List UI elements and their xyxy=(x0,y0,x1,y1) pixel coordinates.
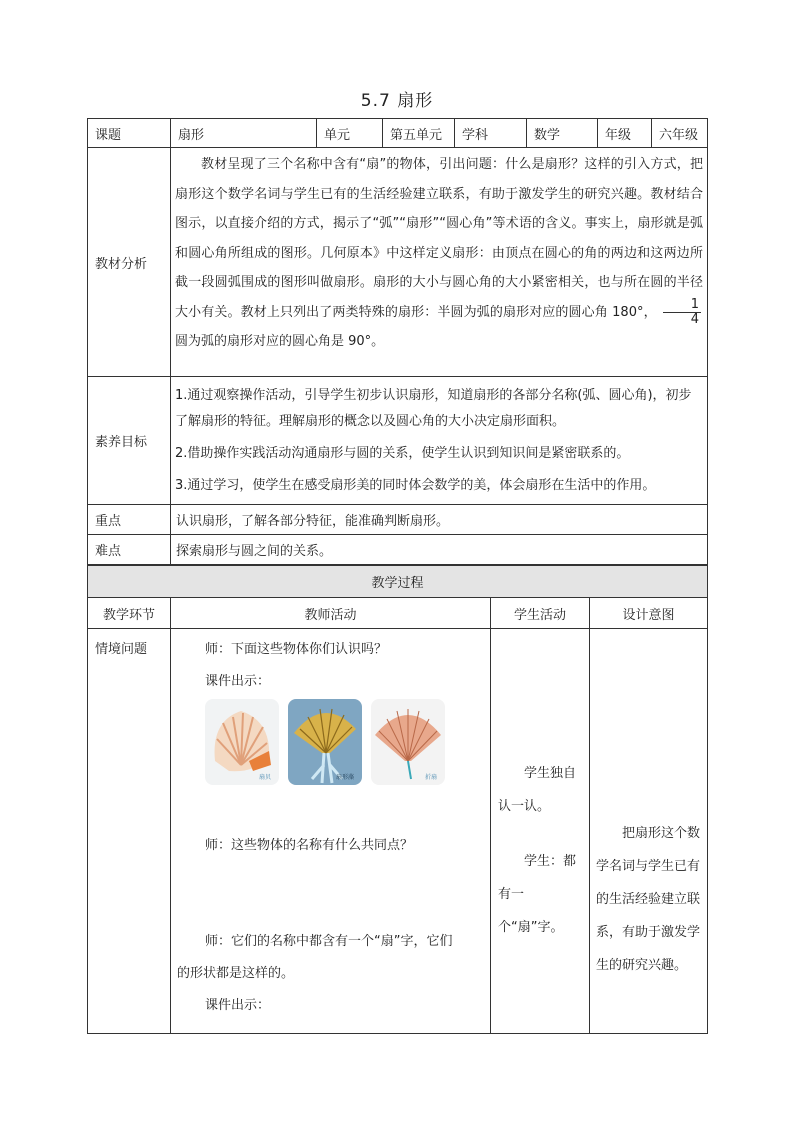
stage-cell: 情境问题 xyxy=(88,629,171,1034)
analysis-text xyxy=(171,148,708,377)
lesson-info-table xyxy=(87,118,708,565)
goals-list xyxy=(171,377,708,505)
design-intent xyxy=(590,629,708,1034)
header-student: 学生活动 xyxy=(491,598,590,629)
student-text: 学生独自认一认。 xyxy=(498,766,577,814)
scallop-image xyxy=(205,699,279,785)
quarter-fraction xyxy=(663,298,701,327)
page-title: 5.7 扇形 xyxy=(360,91,434,111)
goal-item: 2.借助操作实践活动沟通扇形与圆的关系，使学生认识到知识间是紧密联系的。 xyxy=(175,446,630,461)
student-activity xyxy=(491,629,590,1034)
teacher-line: 的形状都是这样的。 xyxy=(177,966,295,981)
fraction-denominator: 4 xyxy=(690,311,699,327)
goal-item: 1.通过观察操作活动，引导学生初步认识扇形，知道扇形的各部分名称(弧、圆心角)，初步了解扇形的特征。理解扇形的概念以及圆心角的大小决定扇形面积。 xyxy=(175,388,692,429)
teacher-line: 师：这些物体的名称有什么共同点？ xyxy=(205,838,414,853)
analysis-body-end: 圆为弧的扇形对应的圆心角是 90°。 xyxy=(175,334,385,349)
teacher-line: 课件出示： xyxy=(205,674,271,689)
header-teacher: 教师活动 xyxy=(171,598,491,629)
grade-value: 六年级 xyxy=(652,119,708,148)
unit-label: 单元 xyxy=(317,119,383,148)
seaweed-image xyxy=(288,699,362,785)
pic-label: 折扇 xyxy=(424,774,437,781)
teacher-line: 师：下面这些物体你们认识吗？ xyxy=(205,642,388,657)
student-text: 学生：都有一个“扇”字。 xyxy=(498,854,577,935)
process-title: 教学过程 xyxy=(88,566,708,598)
analysis-label: 教材分析 xyxy=(88,148,171,377)
teaching-process-table xyxy=(87,565,708,1034)
header-design: 设计意图 xyxy=(590,598,708,629)
topic-value: 扇形 xyxy=(171,119,317,148)
difficulty-text: 探索扇形与圆之间的关系。 xyxy=(171,535,708,565)
header-stage: 教学环节 xyxy=(88,598,171,629)
goal-item: 3.通过学习，使学生在感受扇形美的同时体会数学的美，体会扇形在生活中的作用。 xyxy=(175,478,656,493)
pic-label: 扇贝 xyxy=(258,774,271,781)
design-text: 把扇形这个数学名词与学生已有的生活经验建立联系，有助于激发学生的研究兴趣。 xyxy=(596,826,701,973)
grade-label: 年级 xyxy=(598,119,652,148)
goals-label: 素养目标 xyxy=(88,377,171,505)
teacher-line: 师：它们的名称中都含有一个“扇”字，它们 xyxy=(205,934,453,949)
analysis-body: 教材呈现了三个名称中含有“扇”的物体，引出问题：什么是扇形？这样的引入方式，把扇形这个数学名词与学生已有的生活经验建立联系，有助于激发学生的研究兴趣。教材结合图示，以直接介绍的方式，揭示了“弧”“扇形”“圆心角”等术语的含义。事实上，扇形就是弧和圆心角所组成的图形。几何原本》中这样定义扇形：由顶点在圆心的角的两边和这两边所截一段圆弧围成的图形叫做扇形。扇形的大小与圆心角的大小紧密相关，也与所在圆的半径大小有关。教材上只列出了两类特殊的扇形：半圆为弧的扇形对应的圆心角 180°， xyxy=(175,157,703,320)
teacher-line: 课件出示： xyxy=(205,998,271,1013)
fraction-numerator: 1 xyxy=(663,298,701,313)
subject-value: 数学 xyxy=(527,119,598,148)
topic-label: 课题 xyxy=(88,119,171,148)
subject-label: 学科 xyxy=(455,119,527,148)
pic-label: 扇形藻 xyxy=(335,774,354,781)
key-text: 认识扇形，了解各部分特征，能准确判断扇形。 xyxy=(171,505,708,535)
difficulty-label: 难点 xyxy=(88,535,171,565)
unit-value: 第五单元 xyxy=(383,119,455,148)
teacher-activity xyxy=(171,629,491,1034)
key-label: 重点 xyxy=(88,505,171,535)
folding-fan-image xyxy=(371,699,445,785)
